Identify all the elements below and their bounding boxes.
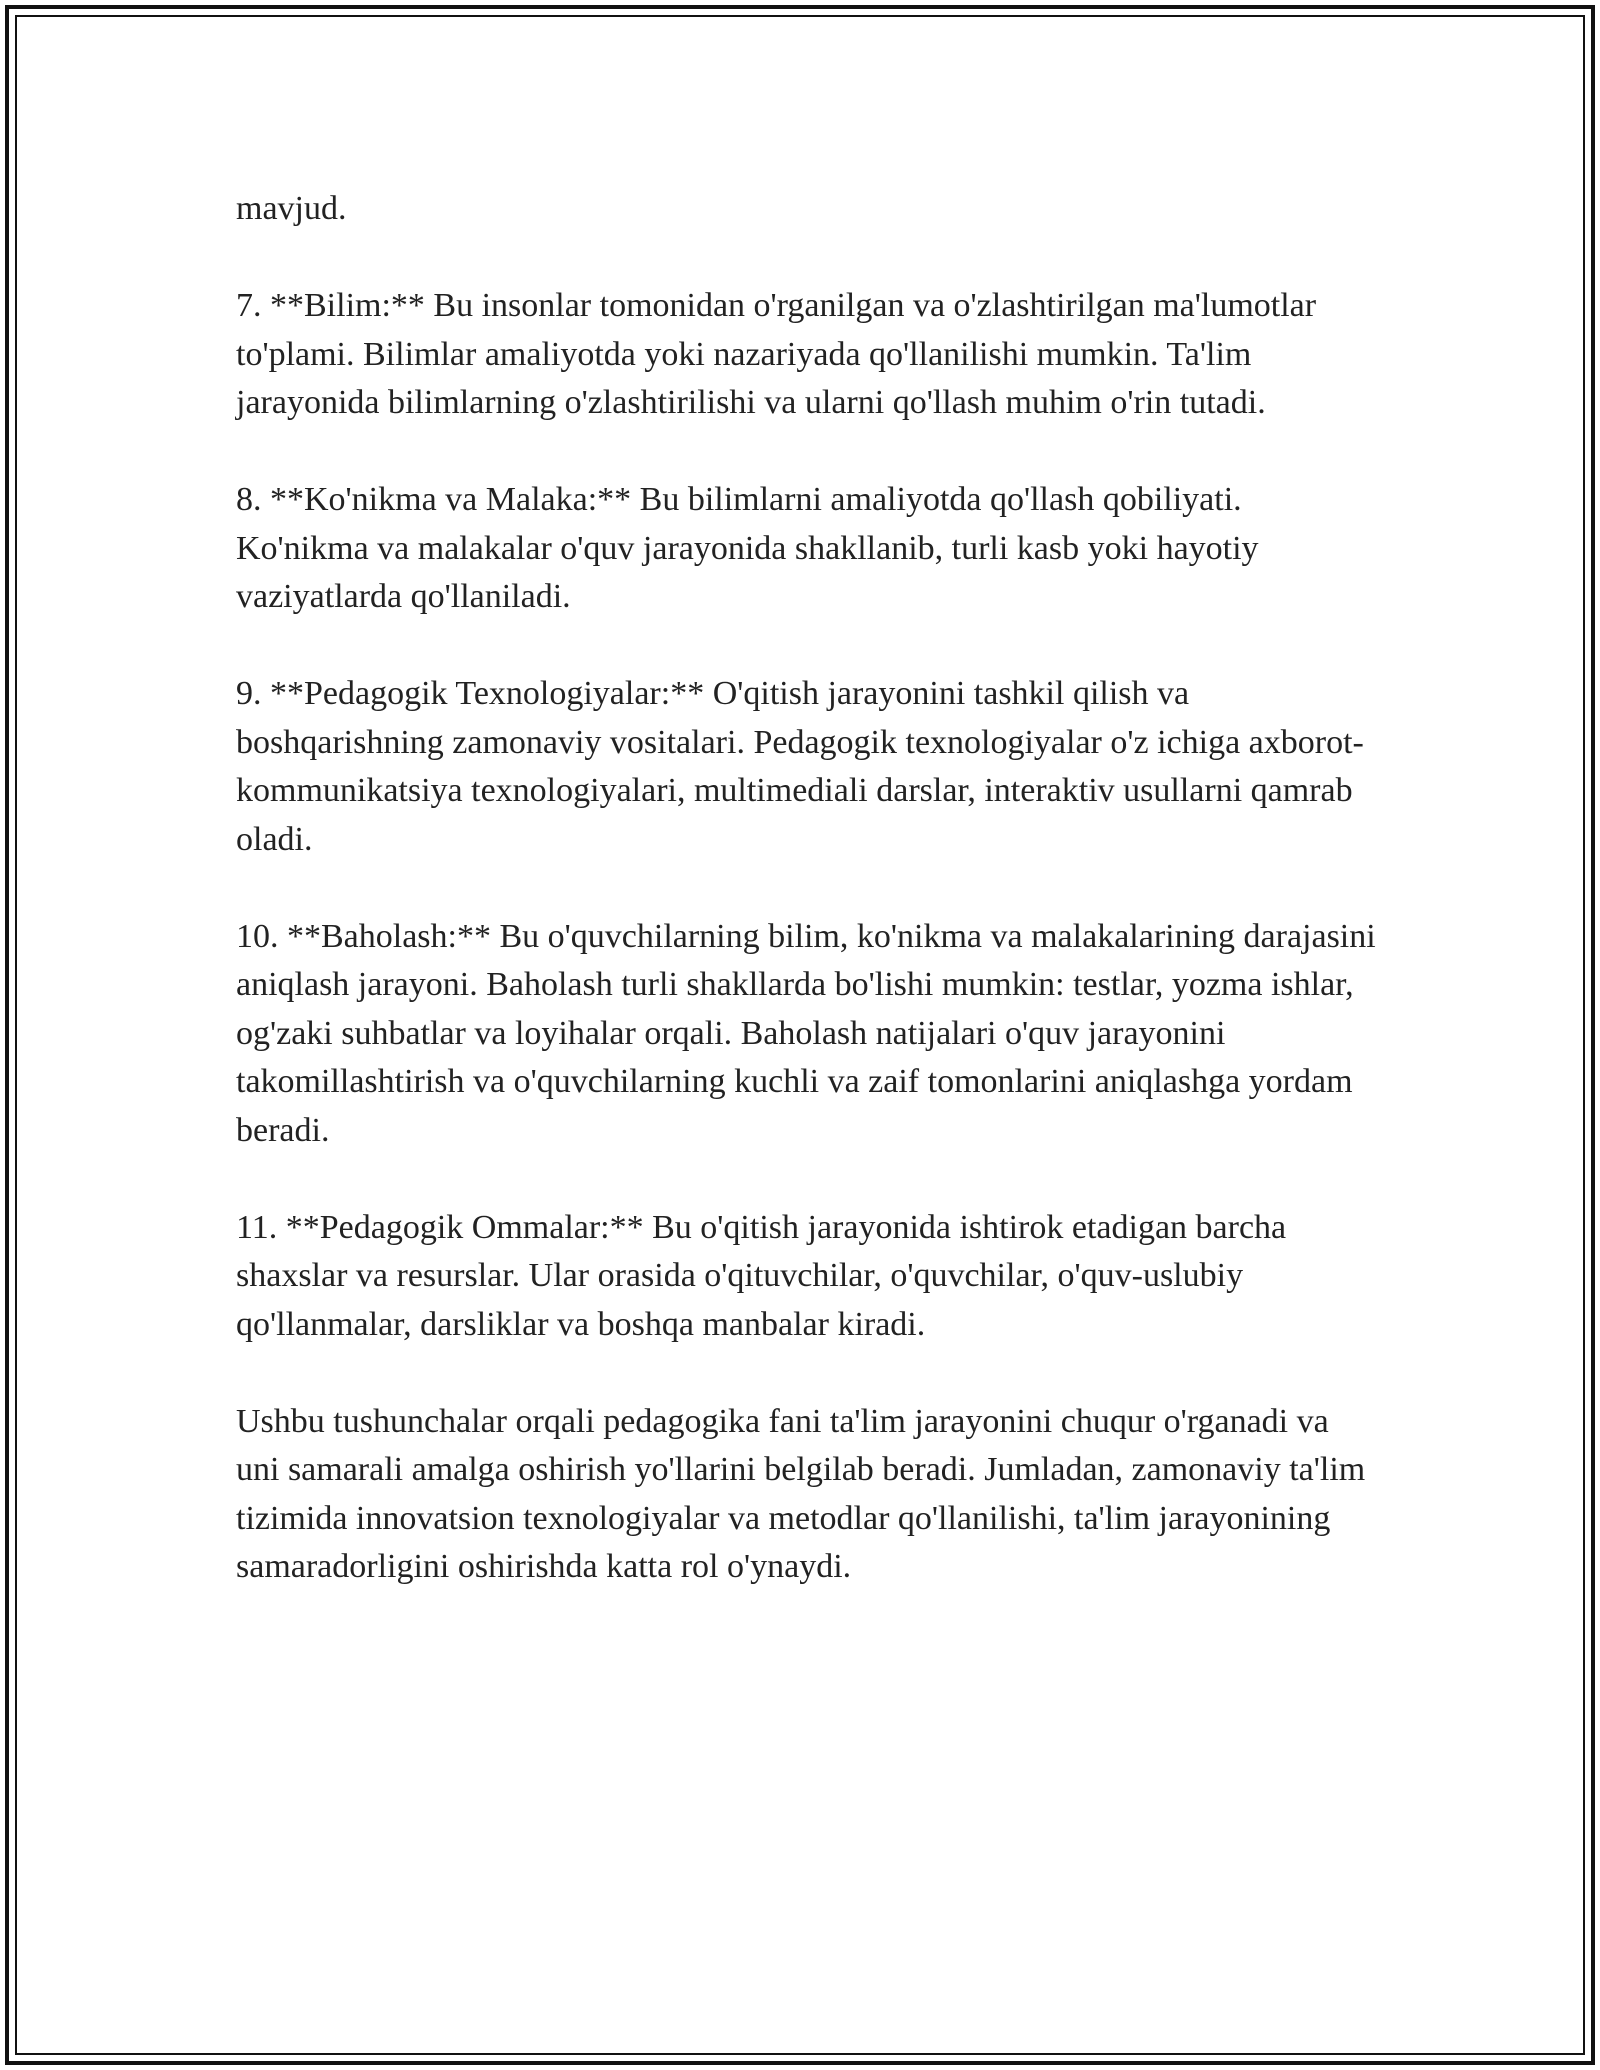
paragraph-konikma-malaka: 8. **Ko'nikma va Malaka:** Bu bilimlarni amaliyotda qo'llash qobiliyati. Ko'nikma va malakalar o'quv jarayonida shakllanib, turli kasb yoki hayotiy vaziyatlarda qo'llaniladi. <box>236 481 1259 615</box>
paragraph-conclusion: Ushbu tushunchalar orqali pedagogika fani ta'lim jarayonini chuqur o'rganadi va uni samarali amalga oshirish yo'llarini belgilab beradi. Jumladan, zamonaviy ta'lim tizimida innovatsion texnologiyalar va metodlar qo'llanilishi, ta'lim jarayonining samaradorligini oshirishda katta rol o'ynaydi. <box>236 1402 1366 1585</box>
paragraph-pedagogik-texnologiyalar: 9. **Pedagogik Texnologiyalar:** O'qitish jarayonini tashkil qilish va boshqarishning zamonaviy vositalari. Pedagogik texnologiyalar o'z ichiga axborot-kommunikatsiya texnologiyalari, multimediali darslar, interaktiv usullarni qamrab oladi. <box>236 675 1364 858</box>
document-body <box>236 185 1376 1640</box>
paragraph-continuation: mavjud. <box>236 190 347 227</box>
paragraph-pedagogik-ommalar: 11. **Pedagogik Ommalar:** Bu o'qitish jarayonida ishtirok etadigan barcha shaxslar va resurslar. Ular orasida o'qituvchilar, o'quvchilar, o'quv-uslubiy qo'llanmalar, darsliklar va boshqa manbalar kiradi. <box>236 1208 1287 1343</box>
paragraph-baholash: 10. **Baholash:** Bu o'quvchilarning bilim, ko'nikma va malakalarining darajasini aniqlash jarayoni. Baholash turli shakllarda bo'lishi mumkin: testlar, yozma ishlar, og'zaki suhbatlar va loyihalar orqali. Baholash natijalari o'quv jarayonini takomillashtirish va o'quvchilarning kuchli va zaif tomonlarini aniqlashga yordam beradi. <box>236 917 1376 1149</box>
paragraph-bilim: 7. **Bilim:** Bu insonlar tomonidan o'rganilgan va o'zlashtirilgan ma'lumotlar to'plami. Bilimlar amaliyotda yoki nazariyada qo'llanilishi mumkin. Ta'lim jarayonida bilimlarning o'zlashtirilishi va ularni qo'llash muhim o'rin tutadi. <box>236 287 1317 421</box>
